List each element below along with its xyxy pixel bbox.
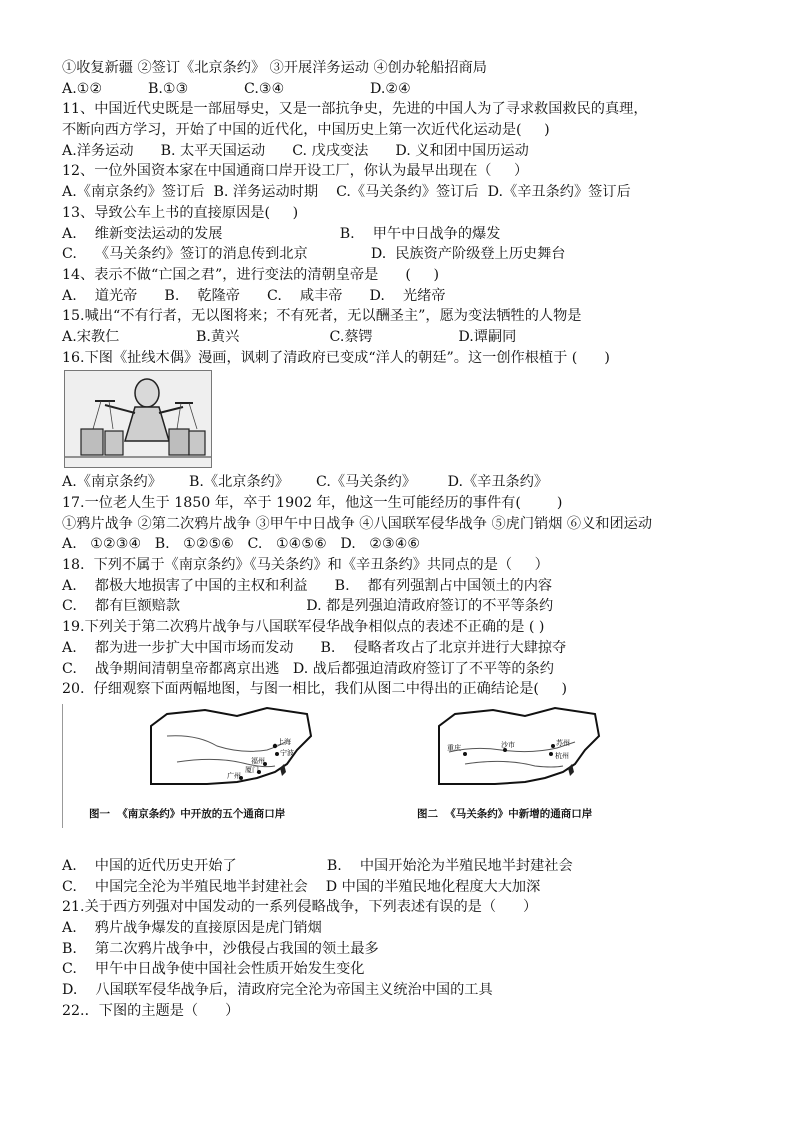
option-line: A.宋教仁 B.黄兴 C.蔡锷 D.谭嗣同 xyxy=(62,328,517,345)
option-line: B. 第二次鸦片战争中，沙俄侵占我国的领土最多 xyxy=(62,940,379,957)
map2-label-suzhou: 苏州 xyxy=(556,738,570,747)
option-line: A. ①②③④ B. ①②⑤⑥ C. ①④⑤⑥ D. ②③④⑥ xyxy=(62,536,421,553)
question-line: 14、表示不做“亡国之君”，进行变法的清朝皇帝是 ( ) xyxy=(62,266,439,283)
option-line: A. 鸦片战争爆发的直接原因是虎门销烟 xyxy=(62,919,322,936)
map1-label-shanghai: 上海 xyxy=(277,737,291,746)
map1-label-xiamen: 厦门 xyxy=(245,765,259,774)
option-line: C. 都有巨额赔款 D. 都是列强迫清政府签订的不平等条约 xyxy=(62,598,554,615)
events-line: ①鸦片战争 ②第二次鸦片战争 ③甲午中日战争 ④八国联军侵华战争 ⑤虎门销烟 ⑥义和团运动 xyxy=(62,515,653,532)
question-line: 22.．下图的主题是（ ） xyxy=(62,1002,240,1019)
option-line: A.洋务运动 B. 太平天国运动 C. 戊戌变法 D. 义和团中国历运动 xyxy=(62,142,529,159)
map-two-caption: 图二 《马关条约》中新增的通商口岸 xyxy=(417,807,593,820)
map2-label-shashi: 沙市 xyxy=(501,740,515,749)
question-line: 21.关于西方列强对中国发动的一系列侵略战争，下列表述有误的是（ ） xyxy=(62,899,538,916)
question-line: 18. 下列不属于《南京条约》《马关条约》和《辛丑条约》共同点的是（ ） xyxy=(62,557,549,574)
question-line: 11、中国近代史既是一部屈辱史，又是一部抗争史，先进的中国人为了寻求救国救民的真理， xyxy=(62,101,648,118)
q10-options xyxy=(62,79,742,100)
option-line: A. 中国的近代历史开始了 B. 中国开始沦为半殖民地半封建社会 xyxy=(62,857,573,874)
map-two xyxy=(435,706,603,788)
option-line: C. 战争期间清朝皇帝都离京出逃 D. 战后都强迫清政府签订了不平等的条约 xyxy=(62,660,554,677)
q10-option-a: A.①② xyxy=(62,80,103,97)
question-line: 17.一位老人生于 1850 年，卒于 1902 年，他这一生可能经历的事件有( ) xyxy=(62,495,563,511)
q10-option-b: B.①③ xyxy=(148,80,189,97)
map1-label-guangzhou: 广州 xyxy=(227,771,241,780)
map1-label-ningbo: 宁波 xyxy=(280,748,294,757)
puppet-cartoon-image xyxy=(64,370,212,468)
question-line: 16.下图《扯线木偶》漫画，讽刺了清政府已变成“洋人的朝廷”。这一创作根植于 ( ) xyxy=(62,349,610,366)
question-line: 15.喊出“不有行者，无以图将来；不有死者，无以酬圣主”，愿为变法牺牲的人物是 xyxy=(62,308,582,325)
question-line: 19.下列关于第二次鸦片战争与八国联军侵华战争相似点的表述不正确的是 ( ) xyxy=(62,619,545,636)
map2-label-chongqing: 重庆 xyxy=(447,743,461,752)
question-line: 20. 仔细观察下面两幅地图，与图一相比，我们从图二中得出的正确结论是( ) xyxy=(62,681,568,698)
q10-statements: ①收复新疆 ②签订《北京条约》 ③开展洋务运动 ④创办轮船招商局 xyxy=(62,60,487,76)
q10-option-d: D.②④ xyxy=(370,80,411,97)
option-line: C. 中国完全沦为半殖民地半封建社会 D 中国的半殖民地化程度大大加深 xyxy=(62,878,541,895)
map-one xyxy=(147,706,315,788)
option-line: C. 《马关条约》签订的消息传到北京 D. 民族资产阶级登上历史舞台 xyxy=(62,246,566,263)
map-one-caption: 图一 《南京条约》中开放的五个通商口岸 xyxy=(89,807,286,820)
map1-label-fuzhou: 福州 xyxy=(251,756,265,765)
question-line: 不断向西方学习，开始了中国的近代化，中国历史上第一次近代化运动是( ) xyxy=(62,122,550,139)
option-line: C. 甲午中日战争使中国社会性质开始发生变化 xyxy=(62,961,365,978)
option-line: A.《南京条约》签订后 B. 洋务运动时期 C.《马关条约》签订后 D.《辛丑条约》签订后 xyxy=(62,184,631,201)
option-line: A. 道光帝 B. 乾隆帝 C. 咸丰帝 D. 光绪帝 xyxy=(62,287,446,304)
map2-label-hangzhou: 杭州 xyxy=(555,751,569,760)
q10-option-c: C.③④ xyxy=(244,80,285,97)
option-line: A. 都为进一步扩大中国市场而发动 B. 侵略者攻占了北京并进行大肆掠夺 xyxy=(62,639,567,656)
option-line: D. 八国联军侵华战争后，清政府完全沦为帝国主义统治中国的工具 xyxy=(62,982,493,998)
option-line: A. 维新变法运动的发展 B. 甲午中日战争的爆发 xyxy=(62,225,501,242)
option-line: A.《南京条约》 B.《北京条约》 C.《马关条约》 D.《辛丑条约》 xyxy=(62,474,549,491)
question-line: 13、导致公车上书的直接原因是( ) xyxy=(62,204,299,221)
treaty-ports-maps xyxy=(62,704,623,828)
exam-page xyxy=(62,58,742,1021)
question-line: 12、一位外国资本家在中国通商口岸开设工厂，你认为最早出现在（ ） xyxy=(62,163,529,180)
option-line: A. 都极大地损害了中国的主权和利益 B. 都有列强割占中国领土的内容 xyxy=(62,577,553,594)
